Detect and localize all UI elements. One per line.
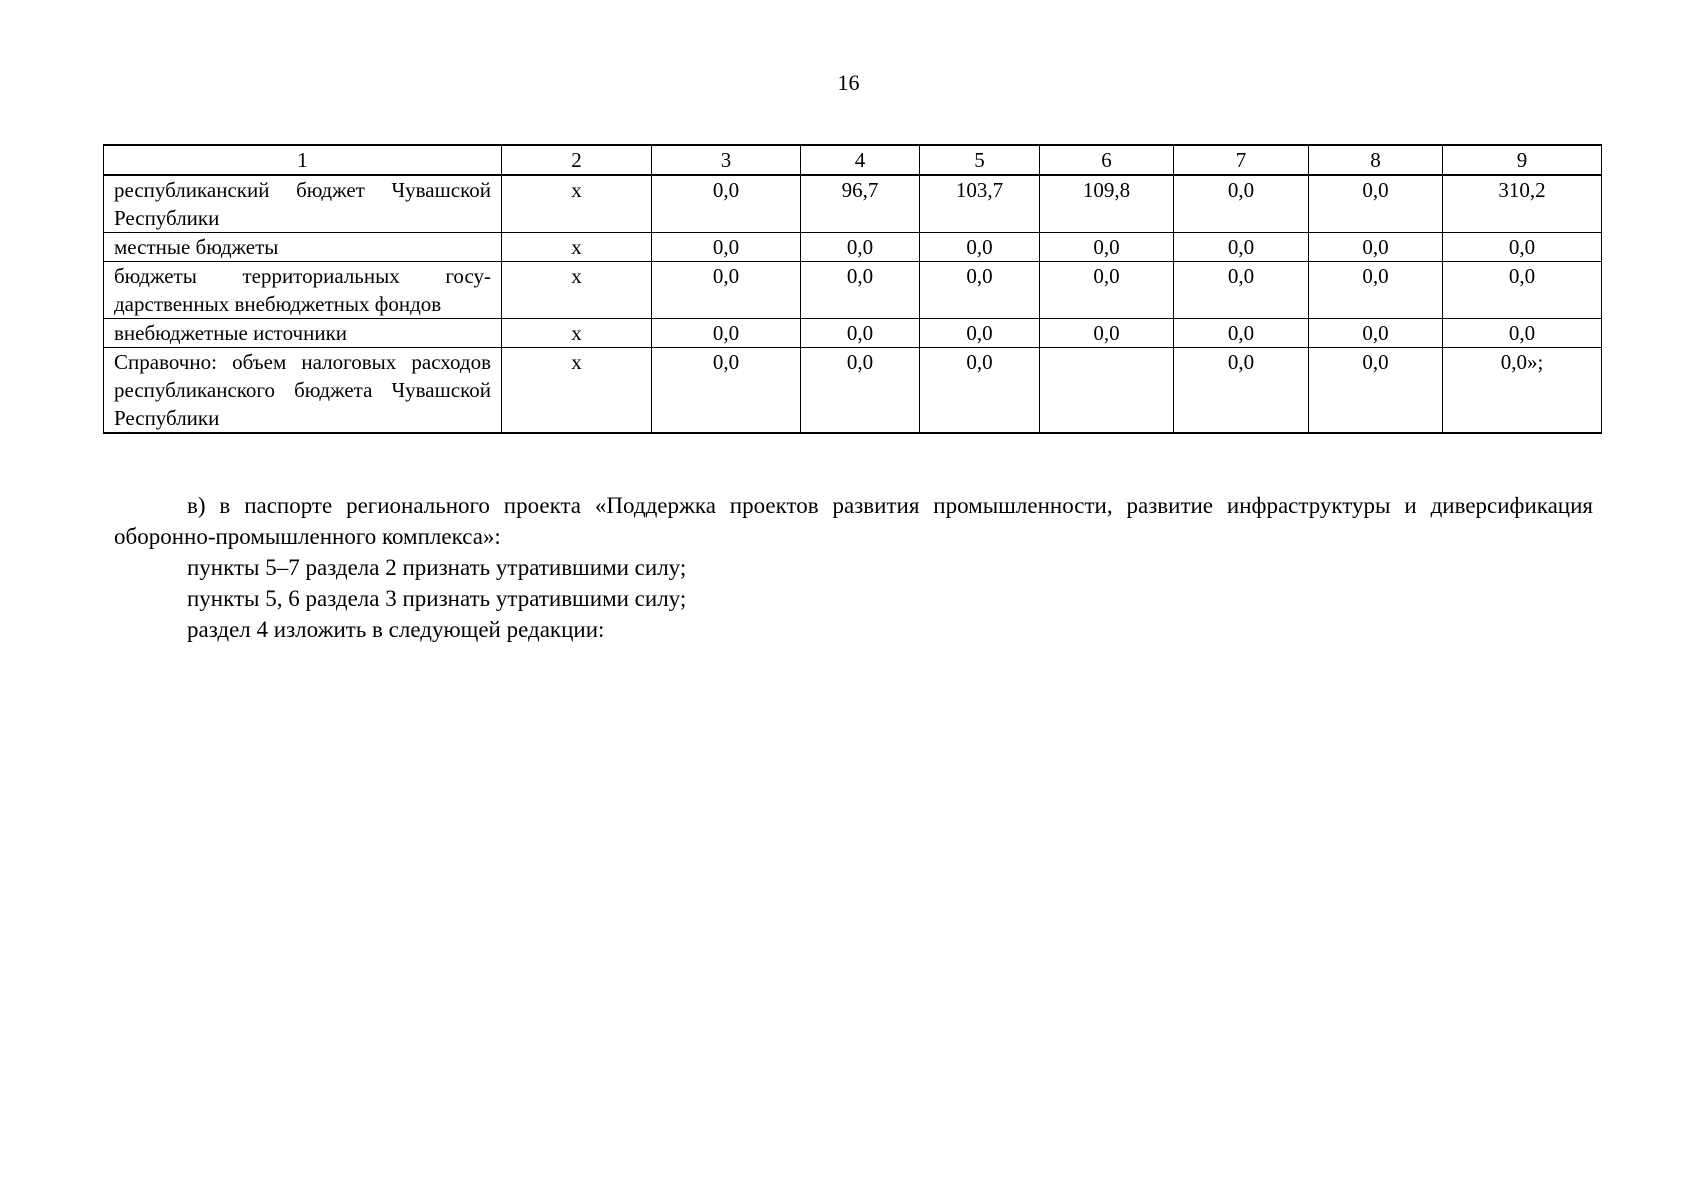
table-cell: 0,0 [1040, 319, 1174, 348]
table-row [104, 319, 1602, 348]
table-row [104, 262, 1602, 319]
column-number-header: 8 [1309, 145, 1443, 175]
row-label: внебюджетные источники [104, 319, 502, 348]
table-cell: 0,0 [652, 348, 801, 434]
table-cell: 0,0 [1309, 262, 1443, 319]
column-number-header: 1 [104, 145, 502, 175]
table-cell: 0,0 [801, 319, 920, 348]
row-label: республиканский бюджет Чувашской Республики [104, 175, 502, 233]
table-cell: 0,0 [1174, 319, 1309, 348]
row-label: местные бюджеты [104, 233, 502, 262]
column-number-header: 5 [920, 145, 1040, 175]
table-cell: 0,0 [801, 262, 920, 319]
paragraph: в) в паспорте регионального проекта «Поддержка проектов развития промышленности, развитие инфраструктуры и диверсификация оборонно-промышленного комплекса»: [114, 493, 1593, 549]
table-cell: x [502, 233, 652, 262]
table-cell: 96,7 [801, 175, 920, 233]
table-cell: 0,0 [801, 348, 920, 434]
table-cell: 0,0 [1309, 233, 1443, 262]
table-cell: x [502, 262, 652, 319]
column-number-header: 3 [652, 145, 801, 175]
table-cell: 0,0 [1309, 348, 1443, 434]
column-number-header: 9 [1443, 145, 1602, 175]
table-cell: x [502, 348, 652, 434]
table-cell: 0,0 [652, 262, 801, 319]
table-cell: 0,0 [1174, 233, 1309, 262]
table-cell: 0,0 [920, 319, 1040, 348]
column-number-header: 2 [502, 145, 652, 175]
table-row [104, 175, 1602, 233]
table-cell: 0,0 [652, 175, 801, 233]
table-cell: 0,0 [1174, 262, 1309, 319]
column-number-header: 6 [1040, 145, 1174, 175]
table-cell: 0,0»; [1443, 348, 1602, 434]
table-row [104, 233, 1602, 262]
table-cell [1040, 348, 1174, 434]
table-cell: 0,0 [1040, 262, 1174, 319]
table-cell: 0,0 [801, 233, 920, 262]
table-cell: 0,0 [920, 233, 1040, 262]
table-cell: 0,0 [1309, 175, 1443, 233]
table-cell: 103,7 [920, 175, 1040, 233]
table-cell: 0,0 [1174, 175, 1309, 233]
table-cell: 0,0 [652, 319, 801, 348]
table-cell: 0,0 [920, 262, 1040, 319]
table-cell: 0,0 [1443, 233, 1602, 262]
table-cell: 0,0 [1443, 319, 1602, 348]
column-number-header: 7 [1174, 145, 1309, 175]
body-text [114, 490, 1593, 645]
page-number: 16 [837, 70, 860, 95]
table-cell: 0,0 [1309, 319, 1443, 348]
table-row [104, 348, 1602, 434]
table-header-row [104, 145, 1602, 175]
table-cell: 0,0 [920, 348, 1040, 434]
paragraph: раздел 4 изложить в следующей редакции: [187, 617, 605, 642]
paragraph: пункты 5, 6 раздела 3 признать утратившими силу; [187, 586, 687, 611]
table-cell: 0,0 [1174, 348, 1309, 434]
table-cell: x [502, 319, 652, 348]
paragraph: пункты 5–7 раздела 2 признать утратившими силу; [187, 555, 687, 580]
table-cell: 0,0 [1443, 262, 1602, 319]
row-label: бюджеты территориальных государственных внебюджетных фондов [104, 262, 502, 319]
table-cell: 310,2 [1443, 175, 1602, 233]
column-number-header: 4 [801, 145, 920, 175]
table-cell: x [502, 175, 652, 233]
table-cell: 0,0 [652, 233, 801, 262]
table-cell: 0,0 [1040, 233, 1174, 262]
table-cell: 109,8 [1040, 175, 1174, 233]
row-label: Справочно: объем налоговых расходов республиканского бюджета Чувашской Республики [104, 348, 502, 434]
funding-table [103, 144, 1602, 434]
